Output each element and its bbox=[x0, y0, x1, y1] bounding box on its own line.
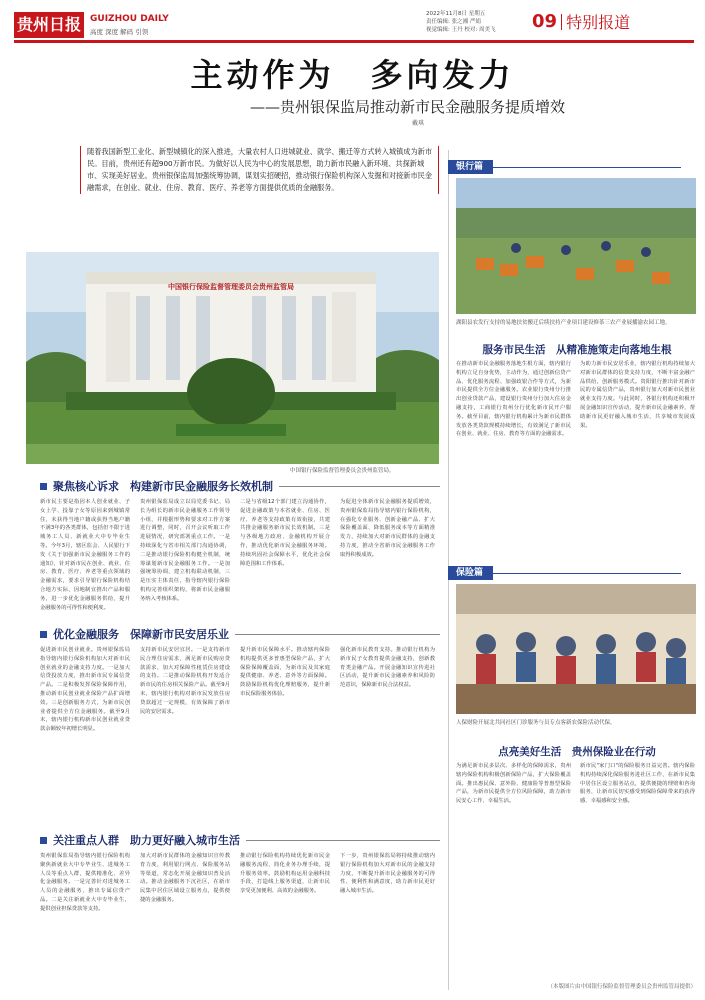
section2-col3: 提升新市民保障水平。推动辖内保险机构提供更多普惠型保险产品，扩大保险保障覆盖面，为新市民及其家庭提供健康、养老、意外等方面保障。鼓励保险机构优化理赔服务，提升新市民保险服务体验。 bbox=[240, 647, 330, 697]
section3-heading-text: 关注重点人群 助力更好融入城市生活 bbox=[53, 834, 240, 847]
bank-heading: 服务市民生活 从精准施策走向落地生根 bbox=[482, 344, 672, 356]
meeting-illustration bbox=[456, 584, 696, 714]
insurance-col1: 为满足新市民多层次、多样化的保障需求，贵州辖内保险机构积极创新保险产品，扩大保险覆盖面。推出惠民保、意外险、健康险等普惠型保险产品，为新市民提供全方位风险保障，助力新市民安心工作、幸福生活。 bbox=[456, 763, 571, 805]
section3-rule bbox=[246, 840, 440, 841]
section2-heading-text: 优化金融服务 保障新市民安居乐业 bbox=[53, 628, 229, 641]
section3-heading bbox=[40, 832, 440, 848]
page-section: 特别报道 bbox=[566, 13, 631, 32]
section2-col4: 强化新市民教育支持。推动银行机构为新市民子女教育提供金融支持，创新教育类金融产品。开展金融知识宣传进社区活动，提升新市民金融素养和风险防范意识，保障新市民合法权益。 bbox=[340, 647, 435, 689]
section1-col4: 为促进全体新市民金融服务提质增效，贵州银保监局指导辖内银行保险机构，在强化专业服务、创新金融产品、扩大保险覆盖面、降低服务成本等方面精准发力，持续加大对新市民群体的金融支持力度，推动全省新市民金融服务工作取得积极成效。 bbox=[340, 499, 435, 558]
section3-col4: 下一步，贵州银保监局将持续推动辖内银行保险机构加大对新市民的金融支持力度，不断提升新市民金融服务的可得性、便利性和满意度，助力新市民更好融入城市生活。 bbox=[340, 853, 435, 895]
section1-col2: 贵州银保监局成立以局党委书记、局长为组长的新市民金融服务工作领导小组，并根据形势和要求对工作方案进行调整，同时，召开会议听取工作进展情况，研究部署重点工作。一是持续深化与省市相关部门沟通协调，二是推动银行保险机构健全机制，统筹谋划新市民金融服务工作。一是加强统筹协调，建立机构联动机制，三是压实主体责任，指导辖内银行保险机构完善组织架构，将新市民金融服务纳入考核体系。 bbox=[140, 499, 230, 602]
page-number: 09 bbox=[532, 11, 558, 32]
insurance-col2: 新市民"家门口"的保险服务日益完善。辖内保险机构持续深化保险服务进社区工作，在新市民集中居住区设立服务站点，提供便捷的理赔和咨询服务，让新市民切实感受到保险保障带来的获得感、幸福感和安全感。 bbox=[580, 763, 695, 805]
section2-col2: 支持新市民安居宜居。一是支持新市民合理住房需求，满足新市民购房贷款需求，加大对保障性租赁住房建设的支持。二是推动保险机构开发适合新市民的住房相关保险产品。截至9月末，辖内银行机构对新市民发放住房贷款超过一定规模，有效保障了新市民的安居需求。 bbox=[140, 647, 230, 715]
issue-date: 2022年11月8日 星期五 bbox=[426, 11, 486, 17]
section3-col3: 推动银行保险机构持续优化新市民金融服务流程，简化业务办理手续，提升服务效率。鼓励机构运用金融科技手段，打造线上服务渠道，让新市民享受更加便利、高效的金融服务。 bbox=[240, 853, 330, 895]
insurance-photo bbox=[456, 584, 696, 714]
headline-subtitle: ——贵州银保监局推动新市民金融服务提质增效 bbox=[249, 98, 565, 116]
bank-tab-label: 银行篇 bbox=[448, 160, 493, 174]
bank-col2: 为助力新市民安居乐业，辖内银行机构持续加大对新市民群体的信贷支持力度，不断丰富金融产品供给，创新服务模式。贵阳银行推出针对新市民的专属信贷产品，贵州银行加大对新市民创业就业支持力度。与此同时，各银行机构还积极开展金融知识宣传活动，提升新市民金融素养，帮助新市民更好融入城市生活，共享城市发展成果。 bbox=[580, 361, 695, 429]
section2-rule bbox=[235, 634, 440, 635]
insurance-heading: 点亮美好生活 贵州保险业在行动 bbox=[498, 746, 656, 758]
masthead-english-name: GUIZHOU DAILY bbox=[90, 14, 169, 24]
building-photo-caption: 中国银行保险监督管理委员会贵州监管局。 bbox=[290, 468, 395, 474]
bank-col1: 在推动新市民金融服务落地生根方面，辖内银行机构立足自身优势，主动作为，通过创新信贷产品、优化服务流程、加强政银合作等方式，为新市民提供全方位金融服务。农业银行贵州分行推出创业贷款产品，建设银行贵州分行加大住房金融支持，工商银行贵州分行优化新市民开户服务。截至目前，辖内银行机构累计为新市民群体发放各类贷款规模持续增长，有效满足了新市民在创业、就业、住房、教育等方面的金融需求。 bbox=[456, 361, 571, 438]
section1-bullet bbox=[40, 483, 47, 490]
section1-col1: 新市民主要是指因本人创业就业、子女上学、投靠子女等原因来到城镇常住，未获得当地户籍或获得当地户籍不满3年的各类群体，包括但不限于进城务工人员、新就业大中专毕业生等。今年3月，辖区监会、人民银行下发《关于加强新市民金融服务工作的通知》，针对新市民在创业、就业、住房、教育、医疗、养老等重点领域的金融需求，要求引导银行保险机构结合地方实际，因地制宜推出产品和服务，进一步优化金融服务供给，提升金融服务的可得性和便利度。 bbox=[40, 499, 130, 611]
photo-credit-footnote: （本版图片由中国银行保险监督管理委员会贵州监管局提供） bbox=[547, 984, 696, 990]
page-label bbox=[532, 10, 630, 33]
issue-editors: 责任编辑: 张之湘 严娟 bbox=[426, 19, 481, 25]
intro-paragraph: 随着我国新型工业化、新型城镇化的深入推进，大量农村人口进城就业、就学、搬迁等方式转入城镇成为新市民。目前，贵州还有超900万新市民。为做好以人民为中心的发展思想，助力新市民融入新环境、共探新城市、实现美好居业。贵州银保监局加强统筹协调，谋划实招硬招，推动银行保险机构深入发掘和对接新市民金融需求，在创业、就业、住房、教育、医疗、养老等方面提供优质的金融服务。 bbox=[80, 146, 439, 194]
section2-col1: 促进新市民创业就业。贵州银保监局指导辖内银行保险机构加大对新市民创业就业的金融支持力度。一是加大信贷投放力度，推出新市民专属信贷产品。二是积极发挥保险保障作用，推动新市民创业就业保险产品扩面增效。三是创新服务方式，为新市民创业者提供全方位金融服务。截至9月末，辖内银行机构新市民创业就业贷款余额较年初增长明显。 bbox=[40, 647, 130, 733]
masthead-rule bbox=[14, 40, 694, 43]
insurance-photo-caption: 人保财险开展北共同社区门诊服务与员专点客新农保险活动代保。 bbox=[456, 720, 616, 726]
section1-heading bbox=[40, 478, 440, 494]
section2-bullet bbox=[40, 631, 47, 638]
issue-visual-editors: 视觉编辑: 王丹 校对: 周美飞 bbox=[426, 27, 496, 33]
building-sign: 中国银行保险监督管理委员会贵州监管局 bbox=[168, 283, 294, 291]
bank-photo-caption: 湖阳县农发行支持的易地扶贫搬迁后续扶持产业项目建设修茶三农产业展播渝农园工地。 bbox=[456, 320, 671, 326]
masthead-logo: 贵州日报 bbox=[14, 12, 84, 38]
bank-tab bbox=[448, 160, 681, 174]
section3-bullet bbox=[40, 837, 47, 844]
section1-rule bbox=[279, 486, 440, 487]
issue-meta bbox=[426, 10, 526, 34]
orchard-illustration bbox=[456, 178, 696, 314]
headline-title: 主动作为 多向发力 bbox=[190, 56, 515, 94]
section2-heading bbox=[40, 626, 440, 642]
section3-col1: 贵州银保监局指导辖内银行保险机构聚焦新就业大中专毕业生、进城务工人员等重点人群，提供精准化、差异化金融服务。一是完善针对进城务工人员的金融服务，推出专属信贷产品。二是关注新就业大中专毕业生，提供创业担保贷款等支持。 bbox=[40, 853, 130, 912]
bank-photo bbox=[456, 178, 696, 314]
building-photo bbox=[26, 252, 439, 464]
section1-col3: 二是与省级12个部门建立沟通协作，促进金融政策与本省就业、住房、医疗、养老等支持政策有效衔接，共建共推金融服务新市民长效机制。三是与各级地方政府、金融机构开展合作，推动优化新市民金融服务环境。持续巩固社会保障水平，优化社会保障范围和工作体系。 bbox=[240, 499, 330, 567]
insurance-tab-label: 保险篇 bbox=[448, 566, 493, 580]
section3-col2: 加大对新市民群体的金融知识宣传教育力度，利用银行网点、保险服务站等渠道，常态化开展金融知识普及活动。推动金融服务下沉社区，在新市民集中居住区域设立服务点，提供便捷的金融服务。 bbox=[140, 853, 230, 903]
byline: 戴琪 bbox=[412, 120, 425, 127]
masthead-tagline: 高度 深度 解码 引领 bbox=[90, 28, 149, 36]
insurance-tab bbox=[448, 566, 681, 580]
section1-heading-text: 聚焦核心诉求 构建新市民金融服务长效机制 bbox=[53, 480, 273, 493]
